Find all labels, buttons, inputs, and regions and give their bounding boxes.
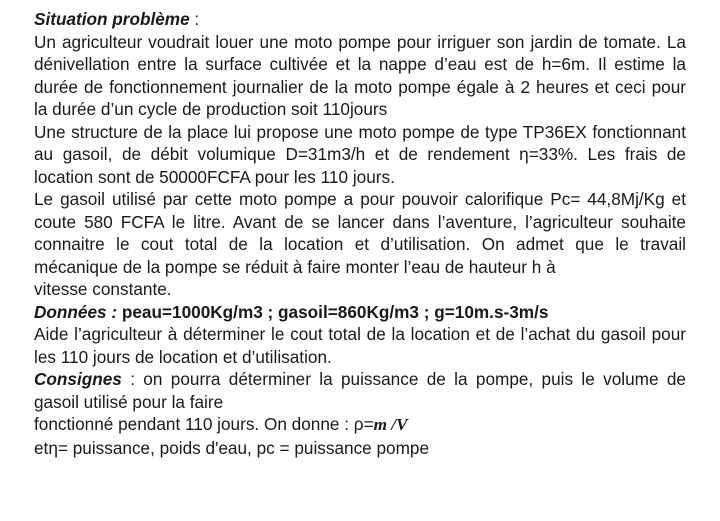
paragraph-gasoil-end: vitesse constante. [34,279,172,299]
consignes-line-2 [34,413,686,437]
title-text: Situation problème [34,9,190,29]
donnees-label: Données : [34,301,118,322]
consignes-label: Consignes [34,369,122,389]
paragraph-gasoil: Le gasoil utilisé par cette moto pompe a pour pouvoir calorifique Pc= 44,8Mj/Kg et coute 580 FCFA le litre. Avant de se lancer dans l’aventure, l’agriculteur souhaite connaitre le cout total de la location et d’utilisation. On admet que le travail mécanique de la pompe se réduit à faire monter l’eau de hauteur h à [34,189,686,277]
title-colon: : [189,9,200,29]
consignes-line-3: etη= puissance, poids d'eau, pc = puissance pompe [34,437,430,458]
consignes-line2-prefix: fonctionné pendant 110 jours. On donne : ρ= [34,414,374,434]
document-body [34,8,686,459]
donnees-line [34,301,686,324]
paragraph-task: Aide l’agriculteur à déterminer le cout total de la location et de l’achat du gasoil pour les 110 jours de location et d’utilisation. [34,324,686,367]
consignes-text: : on pourra déterminer la puissance de la pompe, puis le volume de gasoil utilisé pour la faire [34,369,686,412]
consignes-line [34,368,686,413]
document-title [34,8,686,31]
donnees-values: peau=1000Kg/m3 ; gasoil=860Kg/m3 ; g=10m.s-3m/s [117,301,549,322]
density-formula: m /V [373,415,408,434]
paragraph-pump-offer: Une structure de la place lui propose une moto pompe de type TP36EX fonctionnant au gasoil, de débit volumique D=31m3/h et de rendement η=33%. Les frais de location sont de 50000FCFA pour les 110 jours. [34,121,686,187]
paragraph-intro: Un agriculteur voudrait louer une moto pompe pour irriguer son jardin de tomate. La dénivellation entre la surface cultivée et la nappe d’eau est de h=6m. Il estime la durée de fonctionnement journalier de la moto pompe égale à 2 heures et ceci pour la durée d’un cycle de production soit 110jours [34,31,686,119]
